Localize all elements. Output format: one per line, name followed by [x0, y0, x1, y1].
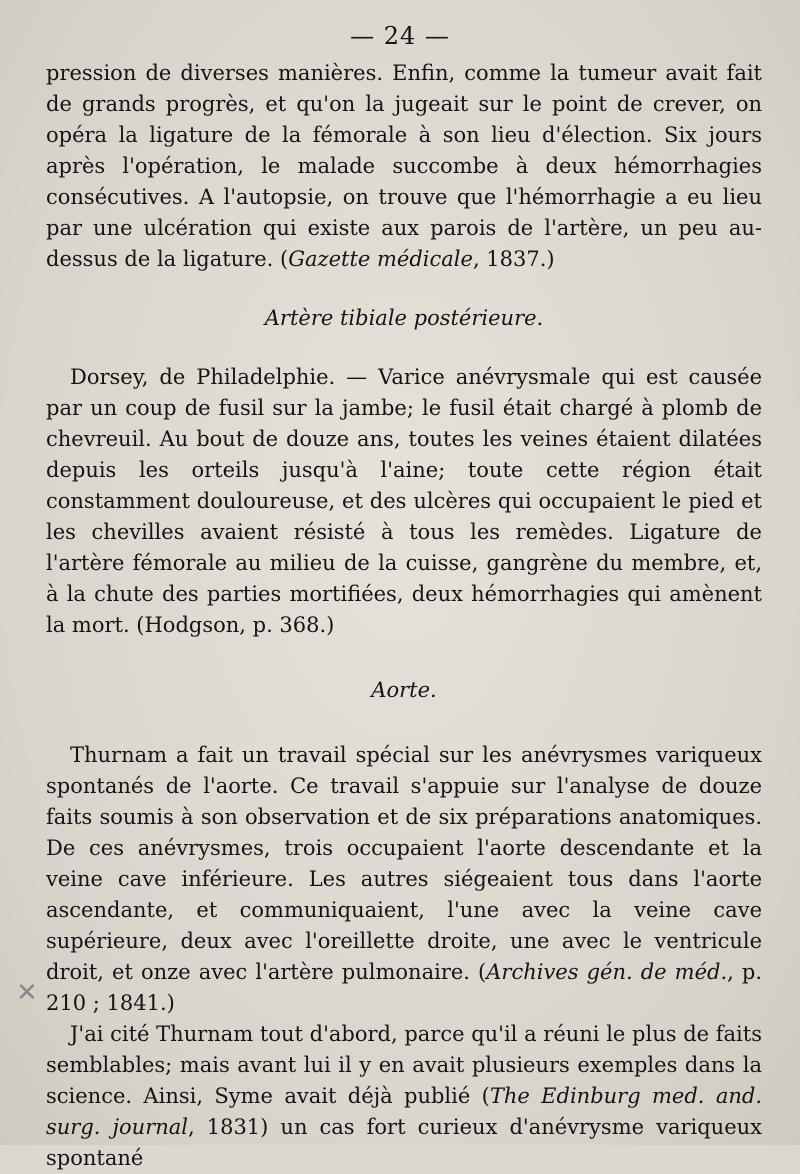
citation-tail: , 1837.): [472, 247, 555, 271]
margin-cross-mark: ✕: [16, 978, 38, 1008]
section-heading-aorte: Aorte.: [371, 678, 437, 702]
citation-journal: The Edinburg med. and. surg. journal: [46, 1084, 762, 1139]
paragraph-text: pression de diverses manières. Enfin, comme la tumeur avait fait de grands progrès, et qu'on la jugeait sur le point de crever, on opéra la ligature de la fémorale à son lieu d'élection. Six jours après l'opération, le malade succombe à deux hémorrhagies consécutives. A l'autopsie, on trouve que l'hémorrhagie a eu lieu par une ulcération qui existe aux parois de l'artère, un peu au-dessus de la ligature. (: [46, 61, 762, 271]
section-heading-tibiale: Artère tibiale postérieure.: [264, 306, 544, 330]
citation-journal: Archives gén. de méd.: [486, 960, 728, 984]
page-body: [46, 58, 762, 1174]
page-number-header: — 24 —: [350, 22, 450, 50]
paragraph-text: Thurnam a fait un travail spécial sur les anévrysmes variqueux spontanés de l'aorte. Ce travail s'appuie sur l'analyse de douze faits soumis à son observation et de six préparations anatomiques. De ces anévrysmes, trois occupaient l'aorte descendante et la veine cave inférieure. Les autres siégeaient tous dans l'aorte ascendante, et communiquaient, l'une avec la veine cave supérieure, deux avec l'oreillette droite, une avec le ventricule droit, et onze avec l'artère pulmonaire. (: [46, 743, 762, 984]
paragraph-text: J'ai cité Thurnam tout d'abord, parce qu'il a réuni le plus de faits semblables; mais avant lui il y en avait plusieurs exemples dans la science. Ainsi, Syme avait déjà publié (: [46, 1022, 762, 1108]
citation-journal: Gazette médicale: [288, 247, 473, 271]
citation-tail: , 1831) un cas fort curieux d'anévrysme variqueux spontané: [46, 1115, 762, 1170]
paragraph-syme: [46, 1019, 762, 1174]
paragraph-thurnam: [46, 740, 762, 1019]
paragraph-femorale-continued: [46, 58, 762, 275]
paragraph-dorsey: Dorsey, de Philadelphie. — Varice anévrysmale qui est causée par un coup de fusil sur la jambe; le fusil était chargé à plomb de chevreuil. Au bout de douze ans, toutes les veines étaient dilatées depuis les orteils jusqu'à l'aine; toute cette région était constamment douloureuse, et des ulcères qui occupaient le pied et les chevilles avaient résisté à tous les remèdes. Ligature de l'artère fémorale au milieu de la cuisse, gangrène du membre, et, à la chute des parties mortifiées, deux hémorrhagies qui amènent la mort. (Hodgson, p. 368.): [46, 365, 762, 637]
citation-tail: , p. 210 ; 1841.): [46, 960, 763, 1015]
